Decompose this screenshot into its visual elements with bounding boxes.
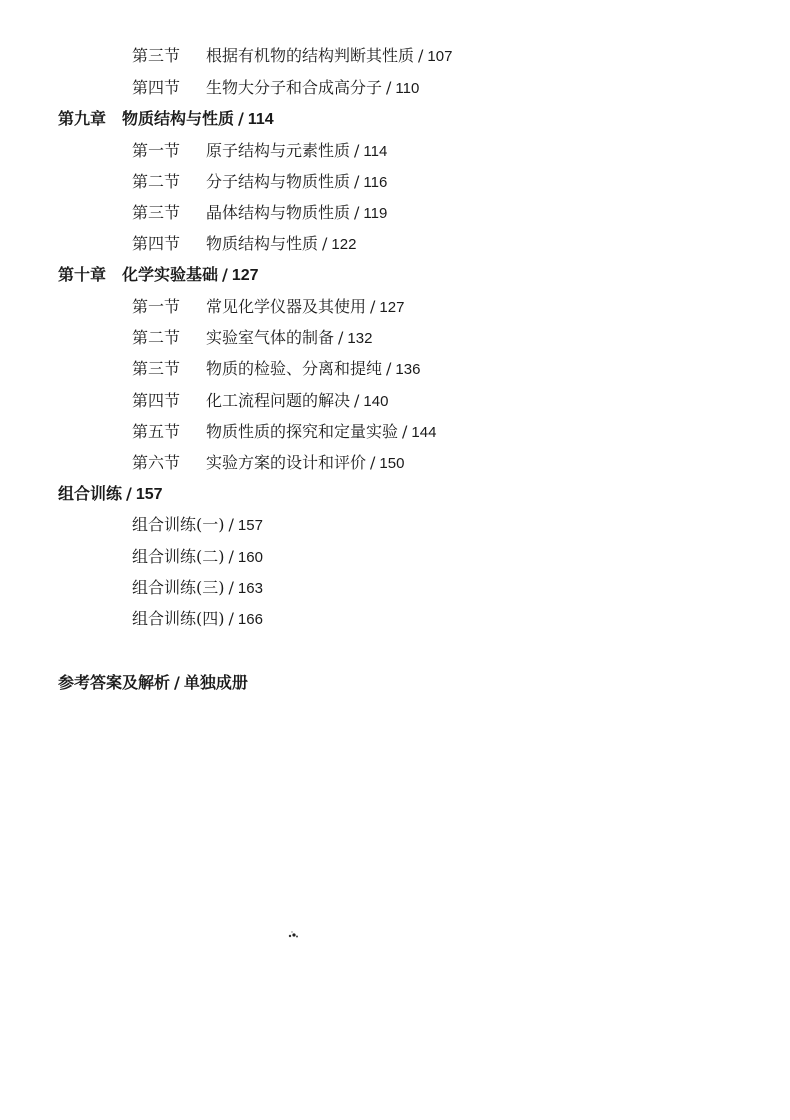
section-title: 物质结构与性质: [206, 234, 319, 253]
page-number: 116: [363, 174, 388, 191]
section-number: 第六节: [132, 453, 181, 472]
toc-entry: [132, 357, 420, 381]
section-title: 常见化学仪器及其使用: [206, 297, 367, 316]
section-title: 组合训练(四): [132, 609, 225, 628]
toc-entry: [132, 545, 263, 569]
separator: /: [338, 328, 344, 347]
toc-entry: [132, 326, 372, 350]
toc-entry: [132, 607, 263, 631]
separator: /: [354, 203, 360, 222]
toc-entry: [132, 513, 263, 537]
toc-entry: [132, 76, 419, 100]
page-number: 140: [363, 393, 389, 410]
chapter-title: 第九章 物质结构与性质: [58, 109, 235, 128]
section-title: 物质性质的探究和定量实验: [206, 422, 399, 441]
section-title: 化工流程问题的解决: [206, 391, 351, 410]
chapter-title: 第十章 化学实验基础: [58, 265, 219, 284]
page-number: 144: [411, 424, 437, 441]
separator: /: [418, 46, 424, 65]
section-number: 第四节: [132, 391, 181, 410]
separator: /: [228, 578, 234, 597]
section-title: 实验室气体的制备: [206, 328, 335, 347]
page-number: 157: [135, 486, 163, 503]
chapter-heading: [58, 107, 274, 131]
separator: /: [126, 484, 132, 503]
section-title: 晶体结构与物质性质: [206, 203, 351, 222]
page-number: 114: [363, 143, 388, 160]
section-title: 物质的检验、分离和提纯: [206, 359, 383, 378]
section-number: 第一节: [132, 297, 181, 316]
section-title: 分子结构与物质性质: [206, 172, 351, 191]
chapter-heading: [58, 482, 163, 506]
separator: /: [354, 391, 360, 410]
section-title: 组合训练(二): [132, 547, 225, 566]
page-number: 132: [347, 330, 373, 347]
toc-entry: [132, 576, 263, 600]
page-number: 127: [379, 299, 405, 316]
section-number: 第二节: [132, 328, 181, 347]
separator: /: [238, 109, 244, 128]
chapter-heading: [58, 263, 259, 287]
separator: /: [354, 141, 360, 160]
separator: /: [386, 359, 392, 378]
section-title: 实验方案的设计和评价: [206, 453, 367, 472]
section-number: 第二节: [132, 172, 181, 191]
section-number: 第五节: [132, 422, 181, 441]
separator: /: [386, 78, 392, 97]
page-number: 127: [231, 267, 259, 284]
page-number: 107: [427, 48, 453, 65]
section-number: 第三节: [132, 359, 181, 378]
toc-entry: [132, 232, 356, 256]
separator: /: [322, 234, 328, 253]
section-number: 第四节: [132, 234, 181, 253]
section-number: 第三节: [132, 46, 181, 65]
separator: /: [222, 265, 228, 284]
page-number: 122: [331, 236, 357, 253]
separator: /: [354, 172, 360, 191]
section-title: 原子结构与元素性质: [206, 141, 351, 160]
page-number: 163: [237, 580, 263, 597]
toc-entry: [132, 295, 404, 319]
chapter-title: 参考答案及解析: [58, 673, 171, 692]
page-number: 110: [395, 80, 420, 97]
toc-entry: [132, 44, 452, 68]
page-number: 166: [237, 611, 263, 628]
chapter-title: 组合训练: [58, 484, 123, 503]
toc-entry: [132, 201, 387, 225]
separator: /: [174, 673, 180, 692]
toc-entry: [132, 170, 387, 194]
section-number: 第一节: [132, 141, 181, 160]
toc-entry: [132, 451, 404, 475]
chapter-heading: [58, 671, 248, 695]
separator: /: [370, 453, 376, 472]
section-number: 第三节: [132, 203, 181, 222]
separator: /: [402, 422, 408, 441]
page-number: 150: [379, 455, 405, 472]
section-title: 生物大分子和合成高分子: [206, 78, 383, 97]
page-number: 160: [237, 549, 263, 566]
section-number: 第四节: [132, 78, 181, 97]
separator: /: [228, 515, 234, 534]
toc-entry: [132, 389, 388, 413]
section-title: 根据有机物的结构判断其性质: [206, 46, 415, 65]
toc-entry: [132, 139, 387, 163]
toc-entry: [132, 420, 436, 444]
page-number: 114: [247, 111, 274, 128]
separator: /: [370, 297, 376, 316]
separator: /: [228, 547, 234, 566]
separator: /: [228, 609, 234, 628]
page-number: 157: [237, 517, 263, 534]
page-number: 单独成册: [183, 675, 248, 692]
section-title: 组合训练(三): [132, 578, 225, 597]
page-number: 119: [363, 205, 388, 222]
section-title: 组合训练(一): [132, 515, 225, 534]
scan-speck: [286, 930, 300, 940]
page-number: 136: [395, 361, 421, 378]
